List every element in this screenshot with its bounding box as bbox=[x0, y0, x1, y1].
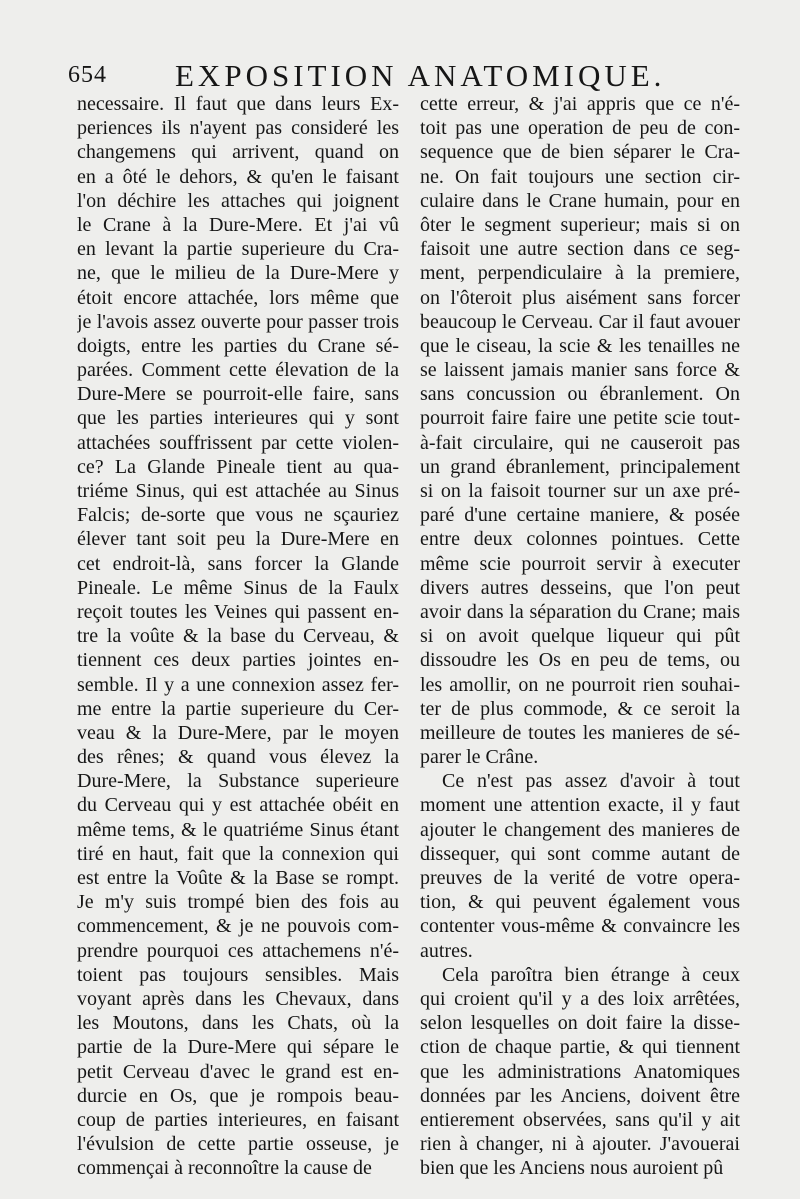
text-line: voyant après dans les Chevaux, dans bbox=[77, 987, 399, 1010]
text-line: ter de plus commode, & ce seroit la bbox=[420, 697, 740, 720]
text-line: Ce n'est pas assez d'avoir à tout bbox=[442, 770, 740, 793]
text-line: meilleure de toutes les manieres de sé- bbox=[420, 721, 740, 744]
text-line: veau & la Dure-Mere, par le moyen bbox=[77, 721, 399, 744]
text-line: les Moutons, dans les Chats, où la bbox=[77, 1012, 399, 1035]
text-line: pourroit faire faire une petite scie tout- bbox=[420, 407, 740, 430]
text-line: ce? La Glande Pineale tient au qua- bbox=[77, 455, 399, 478]
text-line: que le ciseau, la scie & les tenailles ne bbox=[420, 334, 740, 357]
text-line: si on avoit quelque liqueur qui pût bbox=[420, 625, 740, 648]
text-line: que les parties interieures qui y sont bbox=[77, 407, 399, 430]
text-line: prendre pourquoi ces attachemens n'é- bbox=[77, 939, 399, 962]
right-text-column bbox=[420, 92, 740, 1180]
text-line: moment une attention exacte, il y faut bbox=[420, 794, 740, 817]
text-line: partie de la Dure-Mere qui sépare le bbox=[77, 1036, 399, 1059]
text-line: Cela paroîtra bien étrange à ceux bbox=[442, 963, 740, 986]
text-line: Falcis; de-sorte que vous ne sçauriez bbox=[77, 504, 399, 527]
text-line: en levant la partie superieure du Cra- bbox=[77, 238, 399, 261]
text-line: du Cerveau qui y est attachée obéit en bbox=[77, 794, 399, 817]
text-line: beaucoup le Cerveau. Car il faut avouer bbox=[420, 310, 740, 333]
text-line: rien à changer, ni à ajouter. J'avouerai bbox=[420, 1133, 740, 1156]
text-line: données par les Anciens, doivent être bbox=[420, 1084, 740, 1107]
text-line: ajouter le changement des manieres de bbox=[420, 818, 740, 841]
text-line: en a ôté le dehors, & qu'en le faisant bbox=[77, 165, 399, 188]
text-line: divers autres desseins, que l'on peut bbox=[420, 576, 740, 599]
text-line: l'on déchire les attaches qui joignent bbox=[77, 189, 399, 212]
text-line: selon lesquelles on doit faire la disse- bbox=[420, 1012, 740, 1035]
text-line: avoir dans la séparation du Crane; mais bbox=[420, 600, 740, 623]
text-line: tion, & qui peuvent également vous bbox=[420, 891, 740, 914]
text-line: periences ils n'ayent pas consideré les bbox=[77, 117, 399, 140]
text-line: Je m'y suis trompé bien des fois au bbox=[77, 891, 399, 914]
text-line: durcie en Os, que je rompois beau- bbox=[77, 1084, 399, 1107]
page-number: 654 bbox=[68, 62, 107, 88]
text-line: Pineale. Le même Sinus de la Faulx bbox=[77, 576, 399, 599]
text-line: l'évulsion de cette partie osseuse, je bbox=[77, 1133, 399, 1156]
text-line: coup de parties interieures, en faisant bbox=[77, 1108, 399, 1131]
text-line: toient pas toujours sensibles. Mais bbox=[77, 963, 399, 986]
text-line: commençai à reconnoître la cause de bbox=[77, 1157, 372, 1180]
text-line: cet endroit-là, sans forcer la Glande bbox=[77, 552, 399, 575]
text-line: bien que les Anciens nous auroient pû bbox=[420, 1157, 724, 1180]
text-line: contenter vous-même & convaincre les bbox=[420, 915, 740, 938]
text-line: sequence que de bien séparer le Cra- bbox=[420, 141, 740, 164]
text-line: ction de chaque partie, & qui tiennent bbox=[420, 1036, 740, 1059]
text-line: Dure-Mere, la Substance superieure bbox=[77, 770, 399, 793]
text-line: même scie pourroit servir à executer bbox=[420, 552, 740, 575]
text-line: les amollir, on ne pourroit rien souhai- bbox=[420, 673, 740, 696]
text-line: toit pas une operation de peu de con- bbox=[420, 117, 740, 140]
text-line: entierement observées, sans qu'il y ait bbox=[420, 1108, 740, 1131]
text-line: petit Cerveau d'avec le grand est en- bbox=[77, 1060, 399, 1083]
text-line: necessaire. Il faut que dans leurs Ex- bbox=[77, 93, 399, 115]
text-line: ne, que le milieu de la Dure-Mere y bbox=[77, 262, 399, 285]
text-line: que les administrations Anatomiques bbox=[420, 1060, 740, 1083]
text-line: dissoudre les Os en peu de tems, ou bbox=[420, 649, 740, 672]
text-line: cette erreur, & j'ai appris que ce n'é- bbox=[420, 93, 740, 115]
text-line: Dure-Mere se pourroit-elle faire, sans bbox=[77, 383, 399, 406]
left-text-column bbox=[77, 92, 399, 1180]
text-line: attachées souffrissent par cette violen- bbox=[77, 431, 399, 454]
text-line: si on la faisoit tourner sur un axe pré- bbox=[420, 480, 740, 502]
text-line: semble. Il y a une connexion assez fer- bbox=[77, 673, 399, 696]
text-line: me entre la partie superieure du Cer- bbox=[77, 697, 399, 720]
text-line: élever tant soit peu la Dure-Mere en bbox=[77, 528, 399, 551]
text-line: se laissent jamais manier sans force & bbox=[420, 359, 740, 382]
text-line: tiennent ces deux parties jointes en- bbox=[77, 649, 399, 672]
text-line: autres. bbox=[420, 939, 473, 962]
text-line: tre la voûte & la base du Cerveau, & bbox=[77, 625, 399, 648]
text-line: faisoit une autre section dans ce seg- bbox=[420, 238, 740, 261]
text-line: ne. On fait toujours une section cir- bbox=[420, 165, 740, 188]
text-line: le Crane à la Dure-Mere. Et j'ai vû bbox=[77, 213, 399, 236]
text-line: paré d'une certaine maniere, & posée bbox=[420, 504, 740, 527]
text-line: reçoit toutes les Veines qui passent en- bbox=[77, 600, 399, 623]
text-line: changemens qui arrivent, quand on bbox=[77, 141, 399, 164]
text-line: à-fait circulaire, qui ne causeroit pas bbox=[420, 431, 740, 454]
text-line: je l'avois assez ouverte pour passer trois bbox=[77, 310, 399, 333]
text-line: est entre la Voûte & la Base se rompt. bbox=[77, 867, 399, 889]
running-title: EXPOSITION ANATOMIQUE. bbox=[175, 58, 666, 93]
text-line: parées. Comment cette élevation de la bbox=[77, 359, 399, 382]
text-line: des rênes; & quand vous élevez la bbox=[77, 746, 399, 769]
text-line: on l'ôteroit plus aisément sans forcer bbox=[420, 286, 740, 309]
text-line: doigts, entre les parties du Crane sé- bbox=[77, 334, 399, 357]
text-line: ment, perpendiculaire à la premiere, bbox=[420, 262, 740, 285]
text-line: tiré en haut, fait que la connexion qui bbox=[77, 842, 399, 865]
text-line: étoit encore attachée, lors même que bbox=[77, 286, 399, 309]
text-line: ôter le segment superieur; mais si on bbox=[420, 213, 740, 236]
text-line: entre deux colonnes pointues. Cette bbox=[420, 528, 740, 551]
text-line: sans concussion ou ébranlement. On bbox=[420, 383, 740, 406]
text-line: parer le Crâne. bbox=[420, 746, 539, 769]
text-line: commencement, & je ne pouvois com- bbox=[77, 915, 399, 938]
text-line: même tems, & le quatriéme Sinus étant bbox=[77, 818, 399, 841]
text-line: qui croient qu'il y a des loix arrêtées, bbox=[420, 987, 740, 1010]
text-line: preuves de la verité de votre opera- bbox=[420, 867, 740, 889]
text-line: culaire dans le Crane humain, pour en bbox=[420, 189, 740, 212]
text-line: triéme Sinus, qui est attachée au Sinus bbox=[77, 480, 399, 502]
text-line: un grand ébranlement, principalement bbox=[420, 455, 740, 478]
text-line: dissequer, qui sont comme autant de bbox=[420, 842, 740, 865]
